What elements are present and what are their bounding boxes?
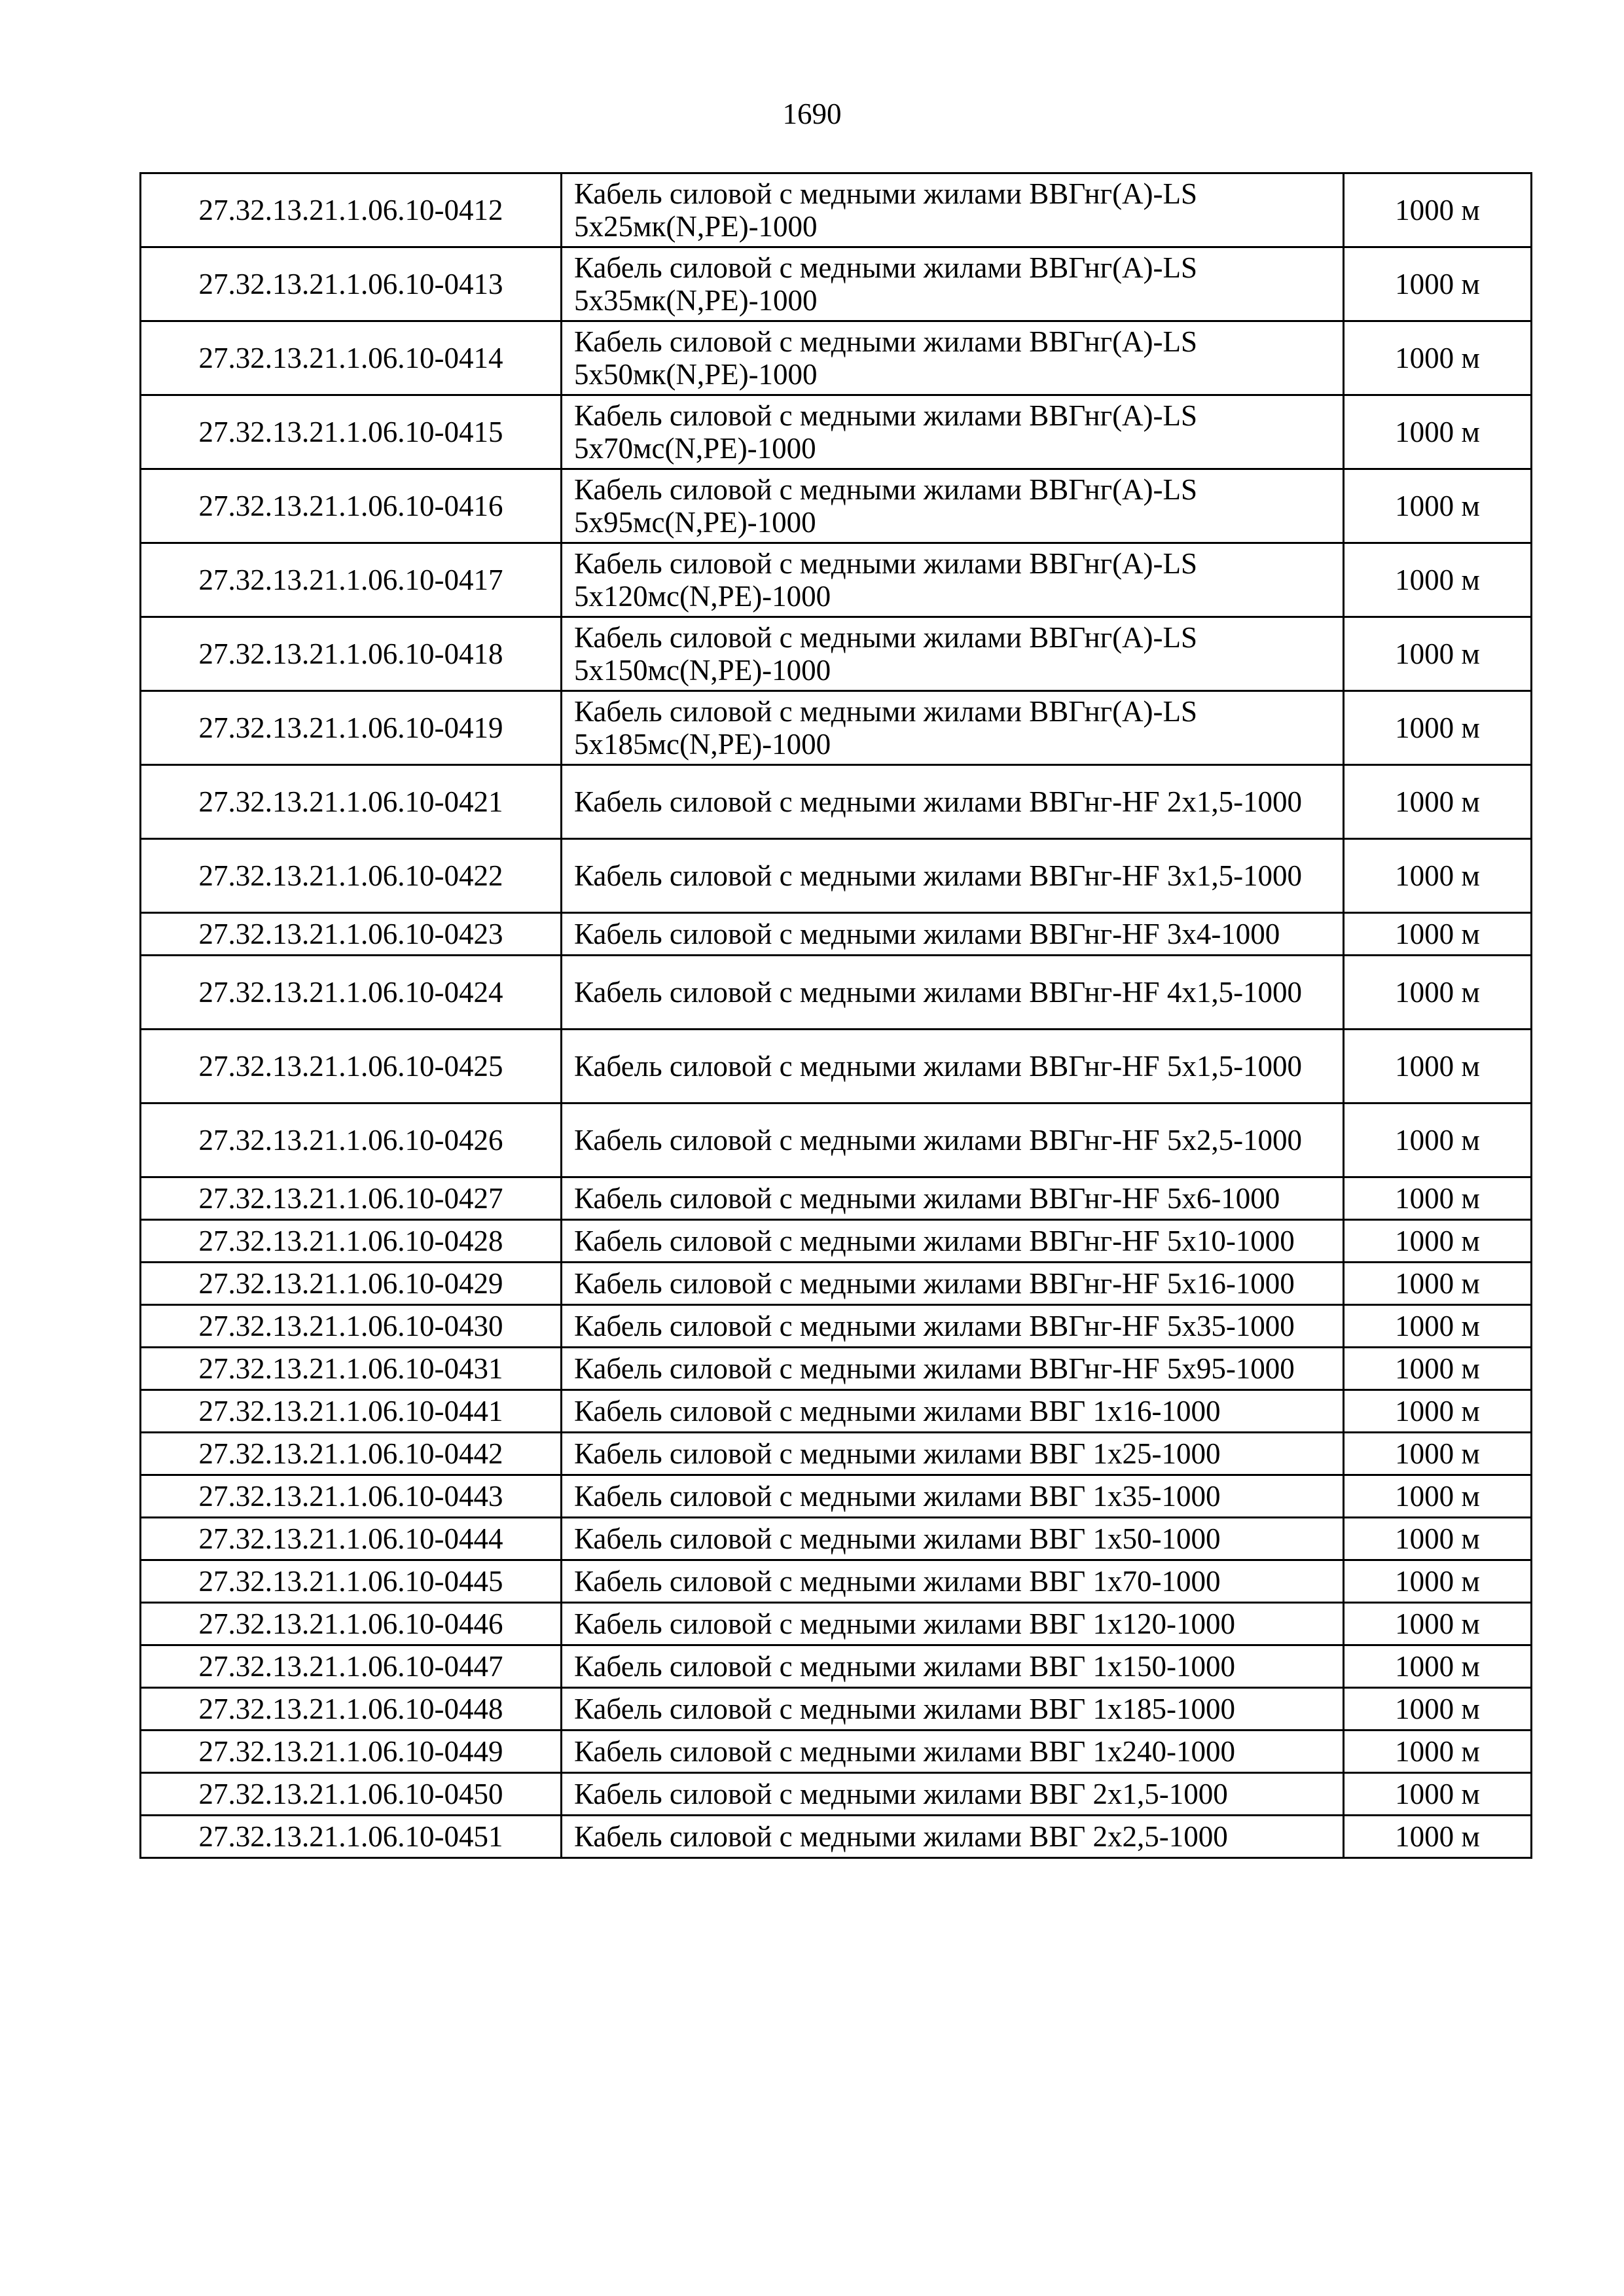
resource-code-cell: 27.32.13.21.1.06.10-0450 xyxy=(141,1773,562,1816)
resource-unit-cell: 1000 м xyxy=(1344,1030,1532,1103)
resource-unit-cell: 1000 м xyxy=(1344,1773,1532,1816)
table-row xyxy=(141,765,1532,839)
table-row xyxy=(141,1103,1532,1177)
resource-name-cell: Кабель силовой с медными жилами ВВГнг(А)-LS 5х35мк(N,PE)-1000 xyxy=(562,247,1344,321)
resource-unit-cell: 1000 м xyxy=(1344,1475,1532,1518)
table-row xyxy=(141,691,1532,765)
table-row xyxy=(141,173,1532,247)
resource-code-cell: 27.32.13.21.1.06.10-0443 xyxy=(141,1475,562,1518)
resource-name-cell: Кабель силовой с медными жилами ВВГ 1х120-1000 xyxy=(562,1603,1344,1645)
resource-unit-cell: 1000 м xyxy=(1344,469,1532,543)
resource-code-cell: 27.32.13.21.1.06.10-0449 xyxy=(141,1731,562,1773)
resource-code-cell: 27.32.13.21.1.06.10-0419 xyxy=(141,691,562,765)
table-row xyxy=(141,1305,1532,1348)
resource-code-cell: 27.32.13.21.1.06.10-0418 xyxy=(141,617,562,691)
resource-unit-cell: 1000 м xyxy=(1344,1816,1532,1858)
table-row xyxy=(141,1518,1532,1560)
resource-name-cell: Кабель силовой с медными жилами ВВГ 1х25-1000 xyxy=(562,1433,1344,1475)
resource-code-cell: 27.32.13.21.1.06.10-0416 xyxy=(141,469,562,543)
resource-code-cell: 27.32.13.21.1.06.10-0430 xyxy=(141,1305,562,1348)
resource-unit-cell: 1000 м xyxy=(1344,395,1532,469)
resource-code-cell: 27.32.13.21.1.06.10-0413 xyxy=(141,247,562,321)
resource-name-cell: Кабель силовой с медными жилами ВВГнг-HF 5х95-1000 xyxy=(562,1348,1344,1390)
table-row xyxy=(141,1263,1532,1305)
table-row xyxy=(141,1177,1532,1220)
resource-code-cell: 27.32.13.21.1.06.10-0423 xyxy=(141,913,562,956)
resource-name-cell: Кабель силовой с медными жилами ВВГ 1х150-1000 xyxy=(562,1645,1344,1688)
resource-unit-cell: 1000 м xyxy=(1344,839,1532,913)
resource-code-cell: 27.32.13.21.1.06.10-0421 xyxy=(141,765,562,839)
resource-code-cell: 27.32.13.21.1.06.10-0425 xyxy=(141,1030,562,1103)
resource-unit-cell: 1000 м xyxy=(1344,1731,1532,1773)
table-row xyxy=(141,1348,1532,1390)
table-row xyxy=(141,1731,1532,1773)
resource-name-cell: Кабель силовой с медными жилами ВВГнг-HF 5х16-1000 xyxy=(562,1263,1344,1305)
resource-name-cell: Кабель силовой с медными жилами ВВГнг(А)-LS 5х25мк(N,PE)-1000 xyxy=(562,173,1344,247)
table-row xyxy=(141,1030,1532,1103)
resource-unit-cell: 1000 м xyxy=(1344,543,1532,617)
resource-code-cell: 27.32.13.21.1.06.10-0414 xyxy=(141,321,562,395)
table-row xyxy=(141,1773,1532,1816)
resource-code-cell: 27.32.13.21.1.06.10-0431 xyxy=(141,1348,562,1390)
resource-code-cell: 27.32.13.21.1.06.10-0426 xyxy=(141,1103,562,1177)
resource-code-cell: 27.32.13.21.1.06.10-0446 xyxy=(141,1603,562,1645)
table-row xyxy=(141,1220,1532,1263)
table-row xyxy=(141,956,1532,1030)
resource-name-cell: Кабель силовой с медными жилами ВВГнг(А)-LS 5х150мс(N,PE)-1000 xyxy=(562,617,1344,691)
resource-code-cell: 27.32.13.21.1.06.10-0442 xyxy=(141,1433,562,1475)
resource-name-cell: Кабель силовой с медными жилами ВВГнг-HF 5х1,5-1000 xyxy=(562,1030,1344,1103)
table-body xyxy=(141,173,1532,1858)
table-row xyxy=(141,469,1532,543)
resource-unit-cell: 1000 м xyxy=(1344,321,1532,395)
resource-unit-cell: 1000 м xyxy=(1344,1348,1532,1390)
table-row xyxy=(141,543,1532,617)
resource-code-cell: 27.32.13.21.1.06.10-0415 xyxy=(141,395,562,469)
resource-name-cell: Кабель силовой с медными жилами ВВГ 2х2,5-1000 xyxy=(562,1816,1344,1858)
resource-code-cell: 27.32.13.21.1.06.10-0428 xyxy=(141,1220,562,1263)
resource-unit-cell: 1000 м xyxy=(1344,247,1532,321)
table-row xyxy=(141,395,1532,469)
resource-name-cell: Кабель силовой с медными жилами ВВГнг-HF 3х4-1000 xyxy=(562,913,1344,956)
table-row xyxy=(141,247,1532,321)
resource-unit-cell: 1000 м xyxy=(1344,1220,1532,1263)
table-row xyxy=(141,1603,1532,1645)
resource-name-cell: Кабель силовой с медными жилами ВВГ 2х1,5-1000 xyxy=(562,1773,1344,1816)
resource-code-cell: 27.32.13.21.1.06.10-0422 xyxy=(141,839,562,913)
resource-table xyxy=(139,172,1532,1859)
resource-name-cell: Кабель силовой с медными жилами ВВГнг-HF 5х10-1000 xyxy=(562,1220,1344,1263)
resource-name-cell: Кабель силовой с медными жилами ВВГнг(А)-LS 5х70мс(N,PE)-1000 xyxy=(562,395,1344,469)
table-row xyxy=(141,913,1532,956)
resource-unit-cell: 1000 м xyxy=(1344,1560,1532,1603)
resource-code-cell: 27.32.13.21.1.06.10-0417 xyxy=(141,543,562,617)
page-number: 1690 xyxy=(782,98,842,130)
resource-name-cell: Кабель силовой с медными жилами ВВГнг-HF 5х6-1000 xyxy=(562,1177,1344,1220)
resource-name-cell: Кабель силовой с медными жилами ВВГнг(А)-LS 5х95мс(N,PE)-1000 xyxy=(562,469,1344,543)
resource-name-cell: Кабель силовой с медными жилами ВВГнг(А)-LS 5х185мс(N,PE)-1000 xyxy=(562,691,1344,765)
resource-name-cell: Кабель силовой с медными жилами ВВГ 1х16-1000 xyxy=(562,1390,1344,1433)
resource-name-cell: Кабель силовой с медными жилами ВВГ 1х35-1000 xyxy=(562,1475,1344,1518)
resource-name-cell: Кабель силовой с медными жилами ВВГнг-HF 4х1,5-1000 xyxy=(562,956,1344,1030)
resource-unit-cell: 1000 м xyxy=(1344,1688,1532,1731)
table-row xyxy=(141,1816,1532,1858)
resource-unit-cell: 1000 м xyxy=(1344,1263,1532,1305)
table-row xyxy=(141,321,1532,395)
resource-code-cell: 27.32.13.21.1.06.10-0441 xyxy=(141,1390,562,1433)
table-row xyxy=(141,617,1532,691)
resource-unit-cell: 1000 м xyxy=(1344,913,1532,956)
resource-unit-cell: 1000 м xyxy=(1344,173,1532,247)
resource-unit-cell: 1000 м xyxy=(1344,1390,1532,1433)
resource-code-cell: 27.32.13.21.1.06.10-0424 xyxy=(141,956,562,1030)
resource-code-cell: 27.32.13.21.1.06.10-0429 xyxy=(141,1263,562,1305)
resource-code-cell: 27.32.13.21.1.06.10-0448 xyxy=(141,1688,562,1731)
resource-name-cell: Кабель силовой с медными жилами ВВГнг(А)-LS 5х120мс(N,PE)-1000 xyxy=(562,543,1344,617)
resource-name-cell: Кабель силовой с медными жилами ВВГнг-HF 3х1,5-1000 xyxy=(562,839,1344,913)
resource-name-cell: Кабель силовой с медными жилами ВВГ 1х70-1000 xyxy=(562,1560,1344,1603)
resource-name-cell: Кабель силовой с медными жилами ВВГ 1х240-1000 xyxy=(562,1731,1344,1773)
table-row xyxy=(141,1560,1532,1603)
resource-unit-cell: 1000 м xyxy=(1344,691,1532,765)
resource-code-cell: 27.32.13.21.1.06.10-0447 xyxy=(141,1645,562,1688)
resource-unit-cell: 1000 м xyxy=(1344,1103,1532,1177)
resource-name-cell: Кабель силовой с медными жилами ВВГнг(А)-LS 5х50мк(N,PE)-1000 xyxy=(562,321,1344,395)
table-row xyxy=(141,1433,1532,1475)
resource-code-cell: 27.32.13.21.1.06.10-0427 xyxy=(141,1177,562,1220)
resource-unit-cell: 1000 м xyxy=(1344,1603,1532,1645)
resource-code-cell: 27.32.13.21.1.06.10-0444 xyxy=(141,1518,562,1560)
resource-name-cell: Кабель силовой с медными жилами ВВГнг-HF 5х2,5-1000 xyxy=(562,1103,1344,1177)
resource-unit-cell: 1000 м xyxy=(1344,956,1532,1030)
table-row xyxy=(141,1390,1532,1433)
resource-name-cell: Кабель силовой с медными жилами ВВГ 1х185-1000 xyxy=(562,1688,1344,1731)
table-row xyxy=(141,1688,1532,1731)
resource-name-cell: Кабель силовой с медными жилами ВВГ 1х50-1000 xyxy=(562,1518,1344,1560)
resource-unit-cell: 1000 м xyxy=(1344,617,1532,691)
resource-unit-cell: 1000 м xyxy=(1344,1645,1532,1688)
resource-name-cell: Кабель силовой с медными жилами ВВГнг-HF 5х35-1000 xyxy=(562,1305,1344,1348)
table-row xyxy=(141,839,1532,913)
resource-code-cell: 27.32.13.21.1.06.10-0451 xyxy=(141,1816,562,1858)
table-row xyxy=(141,1645,1532,1688)
resource-name-cell: Кабель силовой с медными жилами ВВГнг-HF 2х1,5-1000 xyxy=(562,765,1344,839)
resource-unit-cell: 1000 м xyxy=(1344,765,1532,839)
table-row xyxy=(141,1475,1532,1518)
resource-code-cell: 27.32.13.21.1.06.10-0412 xyxy=(141,173,562,247)
resource-code-cell: 27.32.13.21.1.06.10-0445 xyxy=(141,1560,562,1603)
resource-unit-cell: 1000 м xyxy=(1344,1177,1532,1220)
resource-unit-cell: 1000 м xyxy=(1344,1305,1532,1348)
resource-unit-cell: 1000 м xyxy=(1344,1518,1532,1560)
resource-unit-cell: 1000 м xyxy=(1344,1433,1532,1475)
